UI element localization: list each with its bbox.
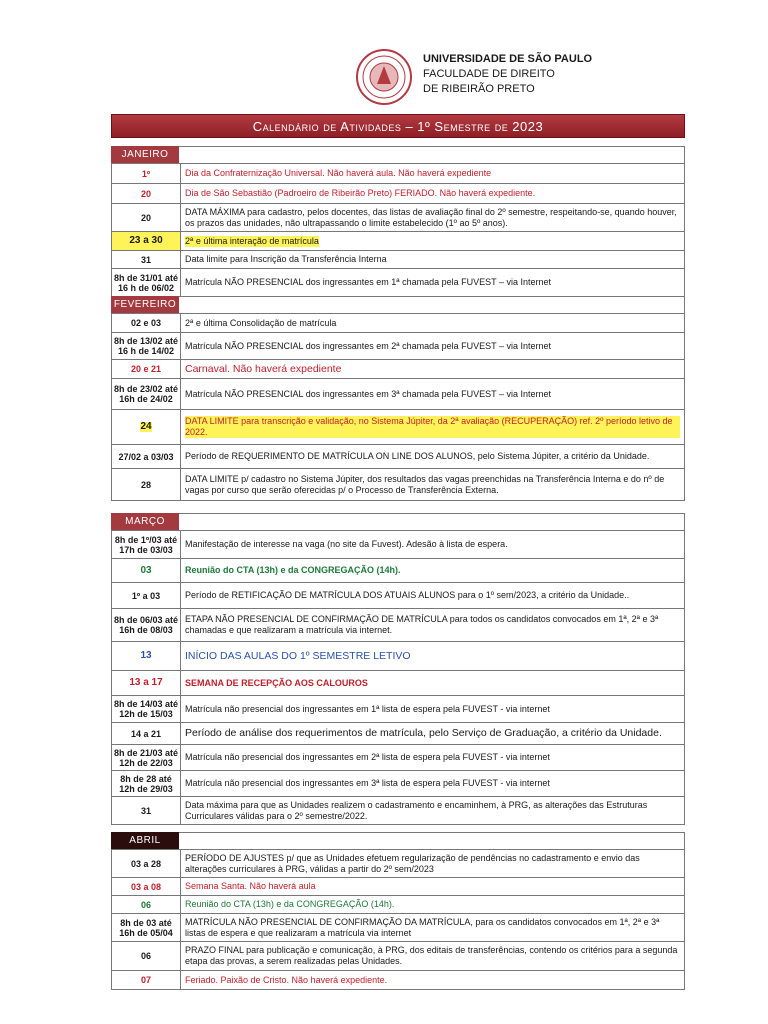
row-description: Semana Santa. Não haverá aula xyxy=(185,881,316,891)
row-date: 20 xyxy=(112,184,181,203)
calendar-row xyxy=(111,723,685,745)
calendar-row xyxy=(111,360,685,379)
row-description: Período de REQUERIMENTO DE MATRÍCULA ON LINE DOS ALUNOS, pelo Sistema Júpiter, a critério da Unidade. xyxy=(185,451,650,461)
institution-name xyxy=(423,52,592,97)
row-date: 13 xyxy=(112,642,181,670)
calendar-row xyxy=(111,878,685,896)
month-header xyxy=(111,296,685,314)
row-date: 13 a 17 xyxy=(112,671,181,695)
row-description: Matrícula não presencial dos ingressantes em 3ª lista de espera pela FUVEST - via internet xyxy=(185,778,550,788)
row-date: 20 xyxy=(112,204,181,231)
row-date: 1º a 03 xyxy=(112,583,181,608)
row-date: 03 xyxy=(112,559,181,582)
calendar-row xyxy=(111,232,685,251)
row-date: 8h de 31/01 até 16 h de 06/02 xyxy=(112,269,181,296)
university-name: UNIVERSIDADE DE SÃO PAULO xyxy=(423,53,593,65)
calendar-row xyxy=(111,269,685,297)
row-date: 1º xyxy=(112,164,181,183)
row-date: 06 xyxy=(112,942,181,970)
faculty-name-line2: DE RIBEIRÃO PRETO xyxy=(423,83,535,95)
month-label: MARÇO xyxy=(111,513,179,530)
row-date: 23 a 30 xyxy=(112,232,181,250)
row-description: SEMANA DE RECEPÇÃO AOS CALOUROS xyxy=(185,677,368,688)
row-date: 31 xyxy=(112,251,181,268)
row-description: Matrícula NÃO PRESENCIAL dos ingressantes em 2ª chamada pela FUVEST – via Internet xyxy=(185,340,551,351)
calendar-row xyxy=(111,164,685,184)
month-section-marco xyxy=(111,513,685,825)
month-header xyxy=(111,146,685,164)
month-section-fevereiro xyxy=(111,296,685,501)
row-date: 8h de 14/03 até 12h de 15/03 xyxy=(112,696,181,722)
row-description: Matrícula não presencial dos ingressantes em 2ª lista de espera pela FUVEST - via internet xyxy=(185,752,550,762)
row-description: Matrícula não presencial dos ingressantes em 1ª lista de espera pela FUVEST - via internet xyxy=(185,703,550,714)
calendar-row xyxy=(111,896,685,914)
month-header xyxy=(111,832,685,850)
calendar-row xyxy=(111,184,685,204)
row-description: 2ª e última Consolidação de matrícula xyxy=(185,317,337,328)
row-date: 14 a 21 xyxy=(112,723,181,744)
row-description: ETAPA NÃO PRESENCIAL DE CONFIRMAÇÃO DE MATRÍCULA para todos os candidatos convocados em 1ª, 2ª e 3ª chamadas e que realizaram a matrícula via internet. xyxy=(185,614,659,635)
calendar-title-banner: Calendário de Atividades – 1º Semestre de 2023 xyxy=(111,114,685,138)
row-date: 03 a 28 xyxy=(112,850,181,877)
row-description: Feriado. Paixão de Cristo. Não haverá expediente. xyxy=(185,974,388,985)
institution-header xyxy=(355,48,675,108)
row-description: DATA MÁXIMA para cadastro, pelos docentes, das listas de avaliação final do 2º semestre, respeitando-se, quando houver, os prazos das unidades, não ultrapassando o limite estabelecido (1º ao 5º anos). xyxy=(185,206,677,228)
calendar-row xyxy=(111,671,685,696)
row-date: 8h de 23/02 até 16h de 24/02 xyxy=(112,379,181,409)
row-description: Dia da Confraternização Universal. Não haverá aula. Não haverá expediente xyxy=(185,168,492,178)
row-description: Matrícula NÃO PRESENCIAL dos ingressantes em 1ª chamada pela FUVEST – via Internet xyxy=(185,277,551,287)
calendar-row xyxy=(111,314,685,333)
row-date: 06 xyxy=(112,896,181,913)
calendar-row xyxy=(111,333,685,360)
month-label: JANEIRO xyxy=(111,146,179,163)
row-date: 8h de 03 até 16h de 05/04 xyxy=(112,914,181,941)
row-date: 8h de 21/03 até 12h de 22/03 xyxy=(112,745,181,770)
row-date: 03 a 08 xyxy=(112,878,181,895)
row-description: Manifestação de interesse na vaga (no site da Fuvest). Adesão à lista de espera. xyxy=(185,539,508,549)
row-date: 8h de 28 até 12h de 29/03 xyxy=(112,771,181,796)
calendar-row xyxy=(111,251,685,269)
row-description: PERÍODO DE AJUSTES p/ que as Unidades efetuem regularização de pendências no cadastramento e envio das alterações curriculares à PRG, válidas a partir do 2º sem/2023 xyxy=(185,852,640,874)
calendar-row xyxy=(111,583,685,609)
row-description: Período de análise dos requerimentos de matrícula, pelo Serviço de Graduação, a critério da Unidade. xyxy=(185,727,662,739)
calendar-row xyxy=(111,850,685,878)
calendar-row xyxy=(111,971,685,990)
month-label: ABRIL xyxy=(111,832,179,849)
row-description: Reunião do CTA (13h) e da CONGREGAÇÃO (14h). xyxy=(185,899,395,909)
row-date: 02 e 03 xyxy=(112,314,181,332)
month-label: FEVEREIRO xyxy=(111,296,179,313)
calendar-row xyxy=(111,379,685,410)
row-description: INÍCIO DAS AULAS DO 1º SEMESTRE LETIVO xyxy=(185,649,411,662)
calendar-row xyxy=(111,797,685,825)
calendar-row xyxy=(111,204,685,232)
row-description: Matrícula NÃO PRESENCIAL dos ingressantes em 3ª chamada pela FUVEST – via Internet xyxy=(185,388,551,399)
calendar-row xyxy=(111,914,685,942)
row-date: 20 e 21 xyxy=(112,360,181,378)
row-description: DATA LIMITE para transcrição e validação, no Sistema Júpiter, da 2ª avaliação (RECUPERAÇÃO) ref. 2º período letivo de 2022. xyxy=(185,416,680,438)
calendar-row xyxy=(111,696,685,723)
row-description: DATA LIMITE p/ cadastro no Sistema Júpiter, dos resultados das vagas preenchidas na Transferência Interna e do nº de vagas por curso que serão oferecidas p/ o Processo de Transferência Externa. xyxy=(185,473,665,495)
calendar-row xyxy=(111,642,685,671)
row-date: 07 xyxy=(112,971,181,989)
month-section-abril xyxy=(111,832,685,990)
usp-seal-logo xyxy=(355,48,413,106)
row-description: Dia de São Sebastião (Padroeiro de Ribeirão Preto) FERIADO. Não haverá expediente. xyxy=(185,188,536,198)
row-date: 24 xyxy=(112,410,181,444)
row-date: 28 xyxy=(112,469,181,500)
row-date: 31 xyxy=(112,797,181,824)
row-date: 8h de 1º/03 até 17h de 03/03 xyxy=(112,531,181,558)
calendar-row xyxy=(111,531,685,559)
calendar-row xyxy=(111,445,685,469)
calendar-row xyxy=(111,771,685,797)
row-date: 8h de 13/02 até 16 h de 14/02 xyxy=(112,333,181,359)
row-description: Período de RETIFICAÇÃO DE MATRÍCULA DOS ATUAIS ALUNOS para o 1º sem/2023, a critério da Unidade.. xyxy=(185,590,630,600)
row-date: 27/02 a 03/03 xyxy=(112,445,181,468)
row-date: 8h de 06/03 até 16h de 08/03 xyxy=(112,609,181,641)
month-header xyxy=(111,513,685,531)
calendar-row xyxy=(111,410,685,445)
calendar-row xyxy=(111,745,685,771)
row-description: Data máxima para que as Unidades realizem o cadastramento e encaminhem, à PRG, as alterações das Estruturas Curriculares válidas para o 2º semestre/2022. xyxy=(185,799,648,821)
calendar-row xyxy=(111,559,685,583)
row-description: MATRÍCULA NÃO PRESENCIAL DE CONFIRMAÇÃO DA MATRÍCULA, para os candidatos convocados em 1ª, 2ª e 3ª listas de espera e que realizaram a matrícula via internet xyxy=(185,916,660,938)
row-description: Carnaval. Não haverá expediente xyxy=(185,362,342,375)
month-section-janeiro xyxy=(111,146,685,297)
calendar-row xyxy=(111,469,685,501)
faculty-name-line1: FACULDADE DE DIREITO xyxy=(423,68,555,80)
row-description: PRAZO FINAL para publicação e comunicação, à PRG, dos editais de transferências, contendo os critérios para a segunda etapa das provas, a serem realizadas pelas Unidades. xyxy=(185,945,678,966)
row-description: Reunião do CTA (13h) e da CONGREGAÇÃO (14h). xyxy=(185,565,401,575)
calendar-row xyxy=(111,942,685,971)
calendar-row xyxy=(111,609,685,642)
row-description: Data limite para Inscrição da Transferência Interna xyxy=(185,254,387,264)
row-description: 2ª e última interação de matrícula xyxy=(185,235,319,246)
